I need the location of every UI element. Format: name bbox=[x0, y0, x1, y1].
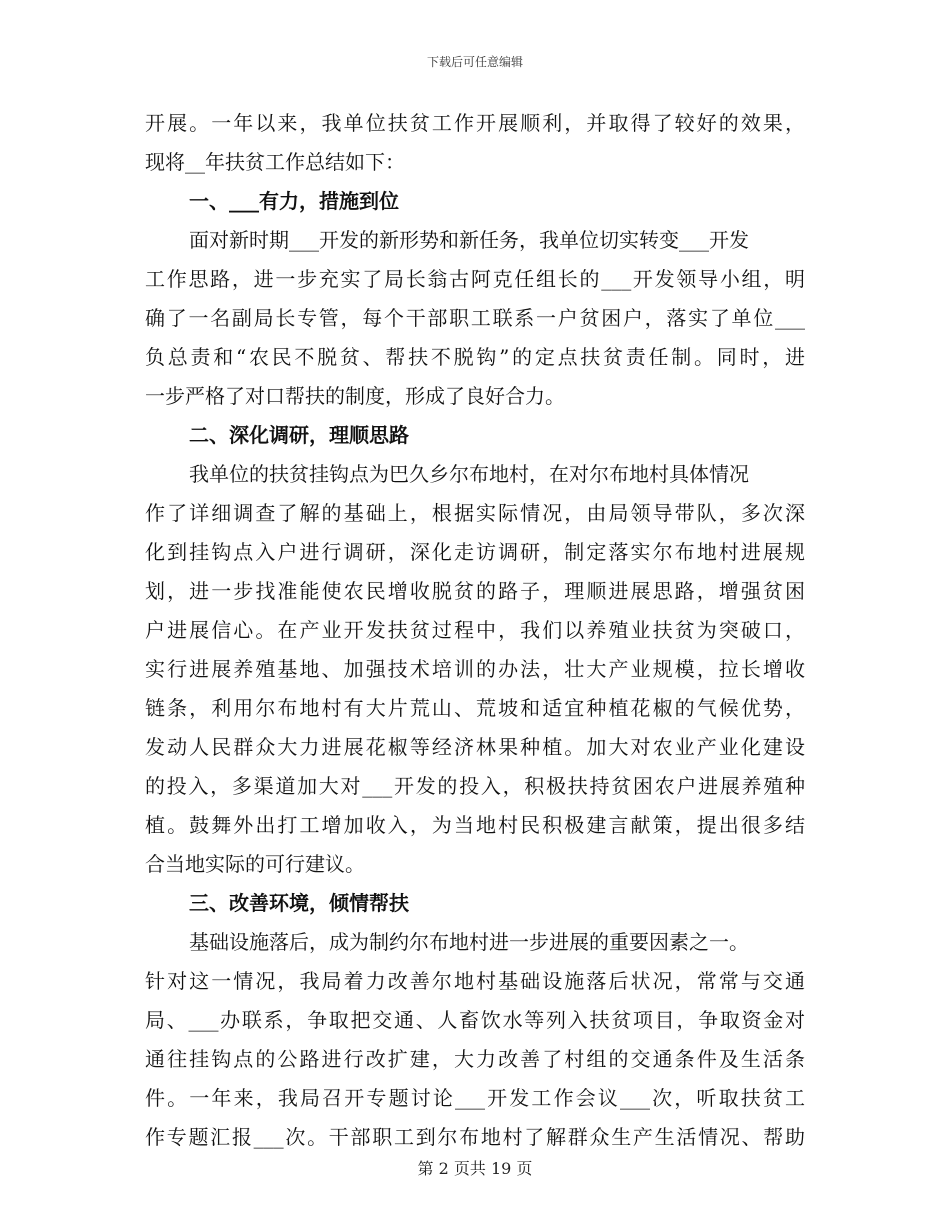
text-line: 基础设施落后，成为制约尔布地村进一步进展的重要因素之一。 bbox=[189, 930, 749, 954]
text-line: 面对新时期___开发的新形势和新任务，我单位切实转变___开发 bbox=[189, 228, 749, 252]
document-body bbox=[145, 104, 805, 1157]
text-line: 植。鼓舞外出打工增加收入，为当地村民积极建言献策，提出很多结 bbox=[145, 813, 805, 837]
text-line: 开展。一年以来，我单位扶贫工作开展顺利，并取得了较好的效果， bbox=[145, 111, 805, 135]
text-line: 现将__年扶贫工作总结如下： bbox=[145, 150, 405, 174]
text-line: 针对这一情况，我局着力改善尔地村基础设施落后状况，常常与交通 bbox=[145, 969, 805, 993]
text-line: 作了详细调查了解的基础上，根据实际情况，由局领导带队，多次深 bbox=[145, 501, 805, 525]
text-line: 通往挂钩点的公路进行改扩建，大力改善了村组的交通条件及生活条 bbox=[145, 1047, 805, 1071]
text-line: 作专题汇报___次。干部职工到尔布地村了解群众生产生活情况、帮助 bbox=[145, 1125, 805, 1149]
text-line: 划，进一步找准能使农民增收脱贫的路子，理顺进展思路，增强贫困 bbox=[145, 579, 805, 603]
text-line: 发动人民群众大力进展花椒等经济林果种植。加大对农业产业化建设 bbox=[145, 735, 805, 759]
text-line: 一步严格了对口帮扶的制度，形成了良好合力。 bbox=[145, 384, 565, 408]
text-line: 件。一年来，我局召开专题讨论___开发工作会议___次，听取扶贫工 bbox=[145, 1086, 805, 1110]
section-heading: 一、___有力，措施到位 bbox=[189, 189, 399, 213]
text-line: 的投入，多渠道加大对___开发的投入，积极扶持贫困农户进展养殖种 bbox=[145, 774, 805, 798]
text-line: 化到挂钩点入户进行调研，深化走访调研，制定落实尔布地村进展规 bbox=[145, 540, 805, 564]
text-line: 我单位的扶贫挂钩点为巴久乡尔布地村，在对尔布地村具体情况 bbox=[189, 462, 749, 486]
text-line: 链条，利用尔布地村有大片荒山、荒坡和适宜种植花椒的气候优势， bbox=[145, 696, 805, 720]
text-line: 实行进展养殖基地、加强技术培训的办法，壮大产业规模，拉长增收 bbox=[145, 657, 805, 681]
text-line: 工作思路，进一步充实了局长翁古阿克任组长的___开发领导小组，明 bbox=[145, 267, 805, 291]
page-footer: 第 2 页共 19 页 bbox=[417, 1159, 533, 1178]
text-line: 负总责和“农民不脱贫、帮扶不脱钩”的定点扶贫责任制。同时，进 bbox=[145, 345, 805, 369]
section-heading: 三、改善环境，倾情帮扶 bbox=[189, 891, 409, 915]
section-heading: 二、深化调研，理顺思路 bbox=[189, 423, 409, 447]
page-header: 下载后可任意编辑 bbox=[426, 55, 523, 69]
text-line: 合当地实际的可行建议。 bbox=[145, 852, 365, 876]
text-line: 局、___办联系，争取把交通、人畜饮水等列入扶贫项目，争取资金对 bbox=[145, 1008, 805, 1032]
text-line: 户进展信心。在产业开发扶贫过程中，我们以养殖业扶贫为突破口， bbox=[145, 618, 805, 642]
text-line: 确了一名副局长专管，每个干部职工联系一户贫困户，落实了单位___ bbox=[145, 306, 805, 330]
